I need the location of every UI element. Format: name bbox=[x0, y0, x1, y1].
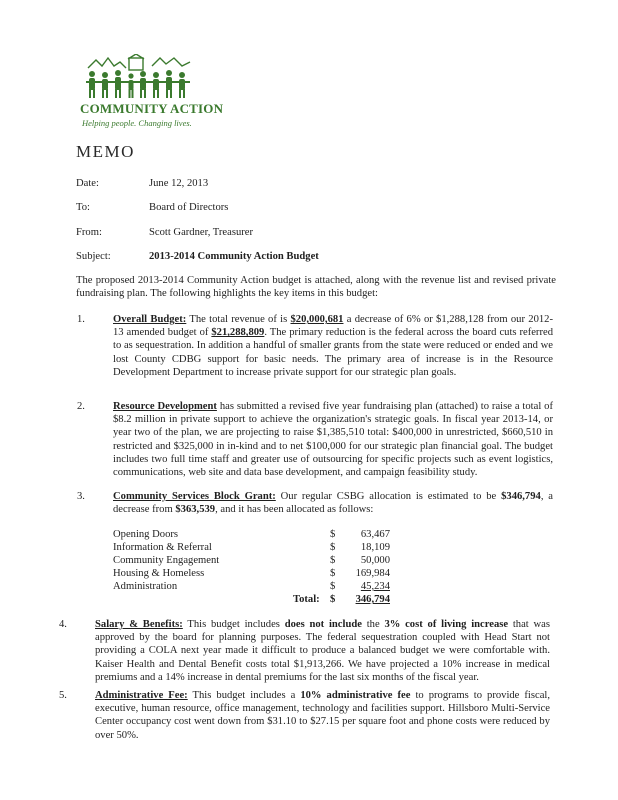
item-title: Community Services Block Grant: bbox=[113, 491, 276, 502]
item-text: to programs to provide fiscal, executive, human resource, office management, technology and facilities support. Hillsboro Multi-Service Center occupancy cost went down from $31.10 to $27.15 per square foot and phone costs were reduced by over 50%. bbox=[95, 690, 550, 741]
allocation-amount: 50,000 bbox=[360, 555, 390, 566]
to-value: Board of Directors bbox=[149, 202, 229, 213]
date-label: Date: bbox=[76, 178, 99, 189]
allocation-label: Housing & Homeless bbox=[113, 568, 205, 579]
intro-paragraph: The proposed 2013-2014 Community Action budget is attached, along with the revenue list and revised private fundraising plan. The following highlights the key items in this budget: bbox=[76, 275, 556, 300]
item-text: This budget includes bbox=[182, 619, 285, 630]
allocation-amount: 45,234 bbox=[360, 581, 390, 592]
total-label: Total: bbox=[293, 594, 320, 605]
item-text: This budget includes a bbox=[187, 690, 301, 701]
allocation-amount: 169,984 bbox=[355, 568, 390, 579]
item-number: 1. bbox=[77, 314, 85, 325]
allocation-label: Community Engagement bbox=[113, 555, 220, 566]
item-number: 3. bbox=[77, 491, 85, 502]
csbg-paragraph bbox=[113, 490, 553, 516]
csbg-prior-value: $363,539 bbox=[175, 504, 216, 516]
total-amount: 346,794 bbox=[355, 594, 390, 605]
csbg-estimate-value: $346,794 bbox=[501, 491, 541, 502]
item-text: . The primary reduction is the federal across the board cuts referred to as sequestration. In addition a handful of smaller grants from the state were reduced or ended and we lost County CDBG support for basic needs. The primary area of increase is in the Resource Development Department to increase private support for our strategic plan goals. bbox=[113, 327, 553, 378]
item-number: 4. bbox=[59, 619, 67, 630]
item-emphasis: 3% cost of living increase bbox=[384, 619, 509, 630]
item-title: Resource Development bbox=[113, 401, 217, 412]
item-text: Our regular CSBG allocation is estimated to be bbox=[275, 491, 502, 502]
allocation-label: Administration bbox=[113, 581, 178, 592]
allocation-currency: $ bbox=[330, 568, 336, 579]
allocation-currency: $ bbox=[330, 542, 336, 553]
item-text: , a decrease from bbox=[113, 491, 554, 516]
item-emphasis: 10% administrative fee bbox=[300, 690, 411, 701]
community-people-icon bbox=[82, 54, 200, 100]
logo-tagline: Helping people. Changing lives. bbox=[82, 118, 192, 128]
item-text: has submitted a revised five year fundraising plan (attached) to raise a total of $8.2 million in private support to achieve the organization's strategic goals. In fiscal year 2013-14, or year two of the plan, we are projecting to raise $1,385,510 total: $400,000 in unrestricted, $660,510 in restricted and $325,000 in in-kind and to net $100,000 for our strategic plan financial goal. The budget includes two full time staff and greater use of outsourcing for specific projects such as event logistics, communications, web site and data base development, and campaign feasibility study. bbox=[113, 401, 554, 479]
allocation-label: Opening Doors bbox=[113, 529, 179, 540]
item-text: , and it has been allocated as follows: bbox=[215, 504, 374, 516]
to-label: To: bbox=[76, 202, 90, 213]
resource-development-paragraph bbox=[113, 400, 553, 479]
item-title: Salary & Benefits: bbox=[95, 619, 183, 630]
allocation-currency: $ bbox=[330, 581, 336, 592]
item-number: 5. bbox=[59, 690, 67, 701]
item-title: Overall Budget: bbox=[113, 314, 187, 325]
from-label: From: bbox=[76, 227, 102, 238]
allocation-amount: 18,109 bbox=[360, 542, 390, 553]
allocation-amount: 63,467 bbox=[360, 529, 390, 540]
total-revenue-value: $20,000,681 bbox=[290, 314, 344, 325]
subject-value: 2013-2014 Community Action Budget bbox=[149, 251, 319, 262]
item-text: the bbox=[361, 619, 385, 630]
item-emphasis: does not include bbox=[284, 619, 362, 630]
memo-title: MEMO bbox=[76, 142, 135, 161]
date-value: June 12, 2013 bbox=[149, 178, 209, 189]
allocation-label: Information & Referral bbox=[113, 542, 212, 553]
item-text: The total revenue of is bbox=[186, 314, 291, 325]
salary-benefits-paragraph bbox=[95, 618, 550, 684]
total-currency: $ bbox=[330, 594, 336, 605]
from-value: Scott Gardner, Treasurer bbox=[149, 227, 254, 238]
subject-label: Subject: bbox=[76, 251, 111, 262]
logo-name: COMMUNITY ACTION bbox=[80, 101, 224, 116]
logo bbox=[80, 54, 224, 130]
item-number: 2. bbox=[77, 401, 85, 412]
overall-budget-paragraph bbox=[113, 313, 553, 379]
item-text: a decrease of 6% or $1,288,128 from our 2012-13 amended budget of bbox=[113, 314, 553, 339]
allocation-currency: $ bbox=[330, 555, 336, 566]
item-text: that was approved by the board for planning purposes. The federal sequestration coupled with Head Start not providing a COLA next year made it difficult to produce a balanced budget we were comfortable with. Kaiser Health and Dental Benefit costs total $1,913,266. We have projected a 10% increase in medical premiums and a 14% increase in dental premiums for the last six months of the fiscal year. bbox=[95, 619, 550, 683]
item-title: Administrative Fee: bbox=[95, 690, 188, 701]
allocation-currency: $ bbox=[330, 529, 336, 540]
administrative-fee-paragraph bbox=[95, 689, 550, 742]
prior-budget-value: $21,288,809 bbox=[211, 327, 265, 339]
